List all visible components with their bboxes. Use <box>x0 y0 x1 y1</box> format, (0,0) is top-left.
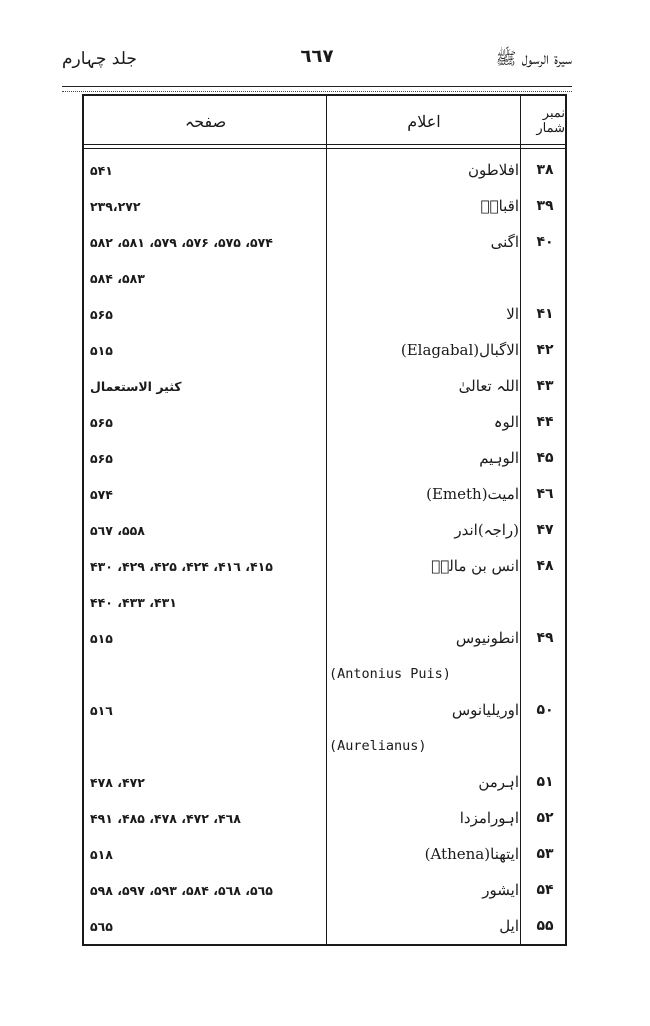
row-pages <box>90 656 324 692</box>
row-serial: ۴۴ <box>536 414 554 430</box>
row-name: اہورامزدا <box>459 809 519 827</box>
row-pages: ۵۸۳، ۵۸۴ <box>90 270 145 286</box>
row-name: امیت(Emeth) <box>426 485 519 503</box>
row-pages: ۵۱٦ <box>90 702 113 718</box>
column-header-pages: صفحہ <box>184 111 227 131</box>
table-row <box>84 800 565 836</box>
row-pages: ۴۷۲، ۴۷۸ <box>90 774 145 790</box>
table-row <box>84 728 565 764</box>
row-serial <box>525 728 565 764</box>
table-row <box>84 152 565 188</box>
row-serial: ۴۷ <box>536 522 554 538</box>
row-serial: ۴۹ <box>536 630 554 646</box>
row-name: اوریلیانوس <box>451 701 519 719</box>
table-row <box>84 764 565 800</box>
table-row <box>84 836 565 872</box>
table-row <box>84 368 565 404</box>
row-pages: ۵۵۸، ۵٦۷ <box>90 522 145 538</box>
table-row <box>84 224 565 260</box>
row-pages: ۴۱۵، ۴۱٦، ۴۲۴، ۴۲۵، ۴۲۹، ۴۳۰ <box>90 558 273 574</box>
row-pages: ۵٦۵ <box>90 918 113 934</box>
row-name: اقبالؒ <box>480 197 519 215</box>
row-serial: ۴٦ <box>536 486 554 502</box>
row-pages: ۵۶۵ <box>90 450 113 466</box>
row-pages: ۵۱۸ <box>90 846 113 862</box>
row-pages: ۵۱۵ <box>90 342 113 358</box>
row-serial: ۵۵ <box>536 918 554 934</box>
table-row <box>84 872 565 908</box>
row-serial: ۴۳ <box>536 378 554 394</box>
row-serial: ۴۸ <box>536 558 554 574</box>
header-divider <box>84 144 565 145</box>
row-name: الوہ <box>493 413 519 431</box>
table-row <box>84 908 565 944</box>
row-serial: ۵۳ <box>536 846 554 862</box>
table-row <box>84 476 565 512</box>
row-name: ایتھنا(Athena) <box>424 845 519 863</box>
row-pages: ۵۱۵ <box>90 630 113 646</box>
row-pages: ۵۶۵ <box>90 414 113 430</box>
row-name: ایشور <box>482 881 519 899</box>
row-serial: ۵۱ <box>536 774 554 790</box>
table-row <box>84 584 565 620</box>
row-pages: ۲۳۹،۲۷۲ <box>90 198 141 214</box>
row-name: الاگبال(Elagabal) <box>400 341 519 359</box>
row-serial: ٣٨ <box>536 162 554 178</box>
row-serial: ۴۰ <box>536 234 554 250</box>
row-pages: کثیر الاستعمال <box>90 378 182 394</box>
row-name: انطونیوس <box>455 629 519 647</box>
row-pages: ۵۴۱ <box>90 162 113 178</box>
table-row <box>84 404 565 440</box>
row-name: افلاطون <box>468 161 519 179</box>
table-row <box>84 548 565 584</box>
column-header-name: اعلام <box>407 111 441 131</box>
table-row <box>84 296 565 332</box>
row-name: اللہ تعالیٰ <box>458 377 519 395</box>
table-row <box>84 692 565 728</box>
row-serial <box>525 656 565 692</box>
column-header-serial: نمبر شمار <box>536 106 565 136</box>
header-rule <box>62 86 572 92</box>
row-name: (Aurelianus) <box>329 738 427 754</box>
row-pages: ۵۷۴، ۵۷۵، ۵۷۶، ۵۷۹، ۵۸۱، ۵۸۲ <box>90 234 273 250</box>
row-name <box>329 260 519 296</box>
table-row <box>84 332 565 368</box>
row-name: انس بن مالکؓ <box>431 557 519 575</box>
row-name: ایل <box>499 917 519 935</box>
row-pages <box>90 728 324 764</box>
row-pages: ۵۷۴ <box>90 486 113 502</box>
row-serial: ۴۵ <box>536 450 554 466</box>
header-divider <box>84 148 565 149</box>
table-row <box>84 440 565 476</box>
row-name: اگنی <box>490 233 519 251</box>
row-serial <box>525 584 565 620</box>
row-serial: ۴۱ <box>536 306 554 322</box>
page-header <box>62 44 572 84</box>
volume-label: جلد چہارم <box>62 49 137 69</box>
row-name: (راجہ)اندر <box>454 521 519 539</box>
table-row <box>84 512 565 548</box>
row-serial: ۵۴ <box>536 882 554 898</box>
row-serial <box>525 260 565 296</box>
row-name: الا <box>506 305 519 323</box>
table-row <box>84 188 565 224</box>
row-name: (Antonius Puis) <box>329 666 451 682</box>
row-pages: ۴٦۸، ۴۷۲، ۴۷۸، ۴۸۵، ۴۹۱ <box>90 810 241 826</box>
table-row <box>84 656 565 692</box>
row-name: اہرمن <box>478 773 519 791</box>
page-number: ٦٦٧ <box>300 46 334 67</box>
table-row <box>84 620 565 656</box>
index-table <box>82 94 567 946</box>
row-name: الوہیم <box>479 449 519 467</box>
row-serial: ۵۰ <box>536 702 554 718</box>
table-row <box>84 260 565 296</box>
book-title: سیرة الرسول ﷺ <box>495 49 572 69</box>
row-serial: ٣٩ <box>536 198 554 214</box>
row-pages: ۵۶۵ <box>90 306 113 322</box>
row-serial: ۴۲ <box>536 342 554 358</box>
row-name <box>329 584 519 620</box>
row-pages: ۴۳۱، ۴۳۳، ۴۴۰ <box>90 594 177 610</box>
row-pages: ۵٦۵، ۵٦۸، ۵۸۴، ۵۹۳، ۵۹۷، ۵۹۸ <box>90 882 273 898</box>
row-serial: ۵۲ <box>536 810 554 826</box>
